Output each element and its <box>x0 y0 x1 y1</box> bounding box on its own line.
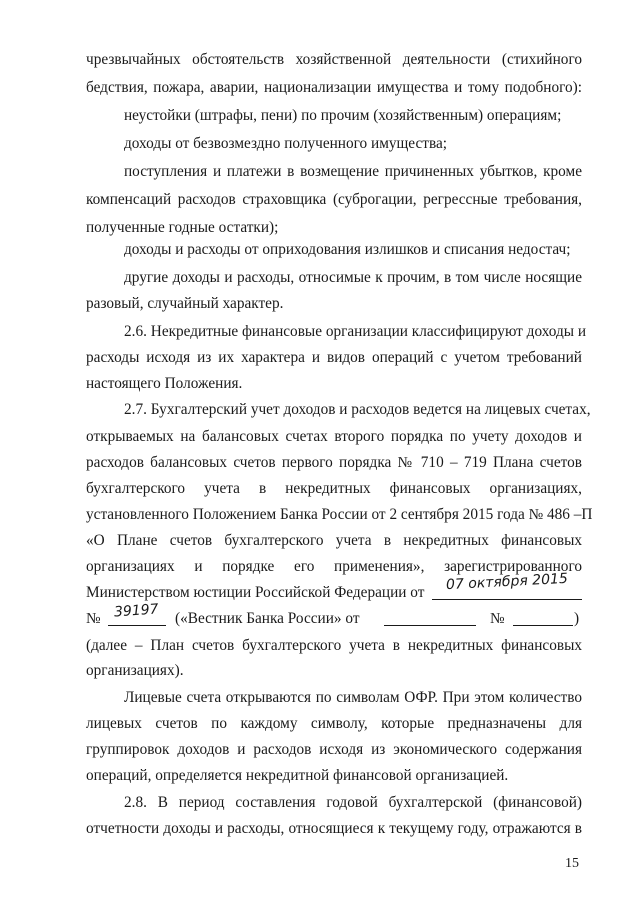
text-line: организациях и порядке его применения», зарегистрированного <box>86 558 582 575</box>
text-line: компенсаций расходов страховщика (суброгации, регрессные требования, <box>86 191 582 208</box>
text-line: полученные годные остатки); <box>86 219 279 236</box>
text-line: настоящего Положения. <box>86 375 243 392</box>
text-line: организациях). <box>86 662 184 679</box>
text-line: ) <box>574 610 580 627</box>
text-line: чрезвычайных обстоятельств хозяйственной деятельности (стихийного <box>86 51 582 68</box>
text-line: бедствия, пожара, аварии, национализации имущества и тому подобного): <box>86 79 582 96</box>
text-line: операций, определяется некредитной финансовой организацией. <box>86 767 509 784</box>
text-line: группировок доходов и расходов исходя из экономического содержания <box>86 741 582 758</box>
paragraph-ofr-line: Лицевые счета открываются по символам ОФР. При этом количество <box>124 689 582 706</box>
text-line: № <box>86 610 101 627</box>
text-line: Министерством юстиции Российской Федерации от <box>86 584 425 601</box>
date-underline <box>432 599 582 600</box>
text-line: доходы от безвозмездно полученного имущества; <box>124 135 448 152</box>
paragraph-2-7-line: 2.7. Бухгалтерский учет доходов и расходов ведется на лицевых счетах, <box>124 401 591 418</box>
number-underline <box>108 625 166 626</box>
text-line: бухгалтерского учета в некредитных финансовых организациях, <box>86 480 582 497</box>
text-line: отчетности доходы и расходы, относящиеся к текущему году, отражаются в <box>86 820 582 837</box>
text-line: другие доходы и расходы, относимые к прочим, в том числе носящие <box>124 269 582 286</box>
text-line: расходов балансовых счетов первого порядка № 710 – 719 Плана счетов <box>86 454 582 471</box>
text-line: № <box>490 610 505 627</box>
paragraph-2-6-line: 2.6. Некредитные финансовые организации классифицируют доходы и <box>124 323 587 340</box>
text-line: неустойки (штрафы, пени) по прочим (хозяйственным) операциям; <box>124 107 562 124</box>
blank-underline <box>513 625 573 626</box>
text-line: разовый, случайный характер. <box>86 295 284 312</box>
text-line: установленного Положением Банка России от 2 сентября 2015 года № 486 –П <box>86 506 593 523</box>
paragraph-2-8-line: 2.8. В период составления годовой бухгалтерской (финансовой) <box>124 794 582 811</box>
text-line: открываемых на балансовых счетах второго порядка по учету доходов и <box>86 428 582 445</box>
text-line: (далее – План счетов бухгалтерского учета в некредитных финансовых <box>86 637 582 654</box>
text-line: доходы и расходы от оприходования излишков и списания недостач; <box>124 241 571 258</box>
text-line: лицевых счетов по каждому символу, которые предназначены для <box>86 715 582 732</box>
handwritten-number: 39197 <box>113 601 160 621</box>
text-line: расходы исходя из их характера и видов операций с учетом требований <box>86 349 582 366</box>
blank-underline <box>384 625 476 626</box>
text-line: («Вестник Банка России» от <box>175 610 360 627</box>
text-line: «О Плане счетов бухгалтерского учета в некредитных финансовых <box>86 532 582 549</box>
page-number: 15 <box>565 856 579 871</box>
handwritten-date: 07 октября 2015 <box>445 570 569 594</box>
text-line: поступления и платежи в возмещение причиненных убытков, кроме <box>124 163 582 180</box>
